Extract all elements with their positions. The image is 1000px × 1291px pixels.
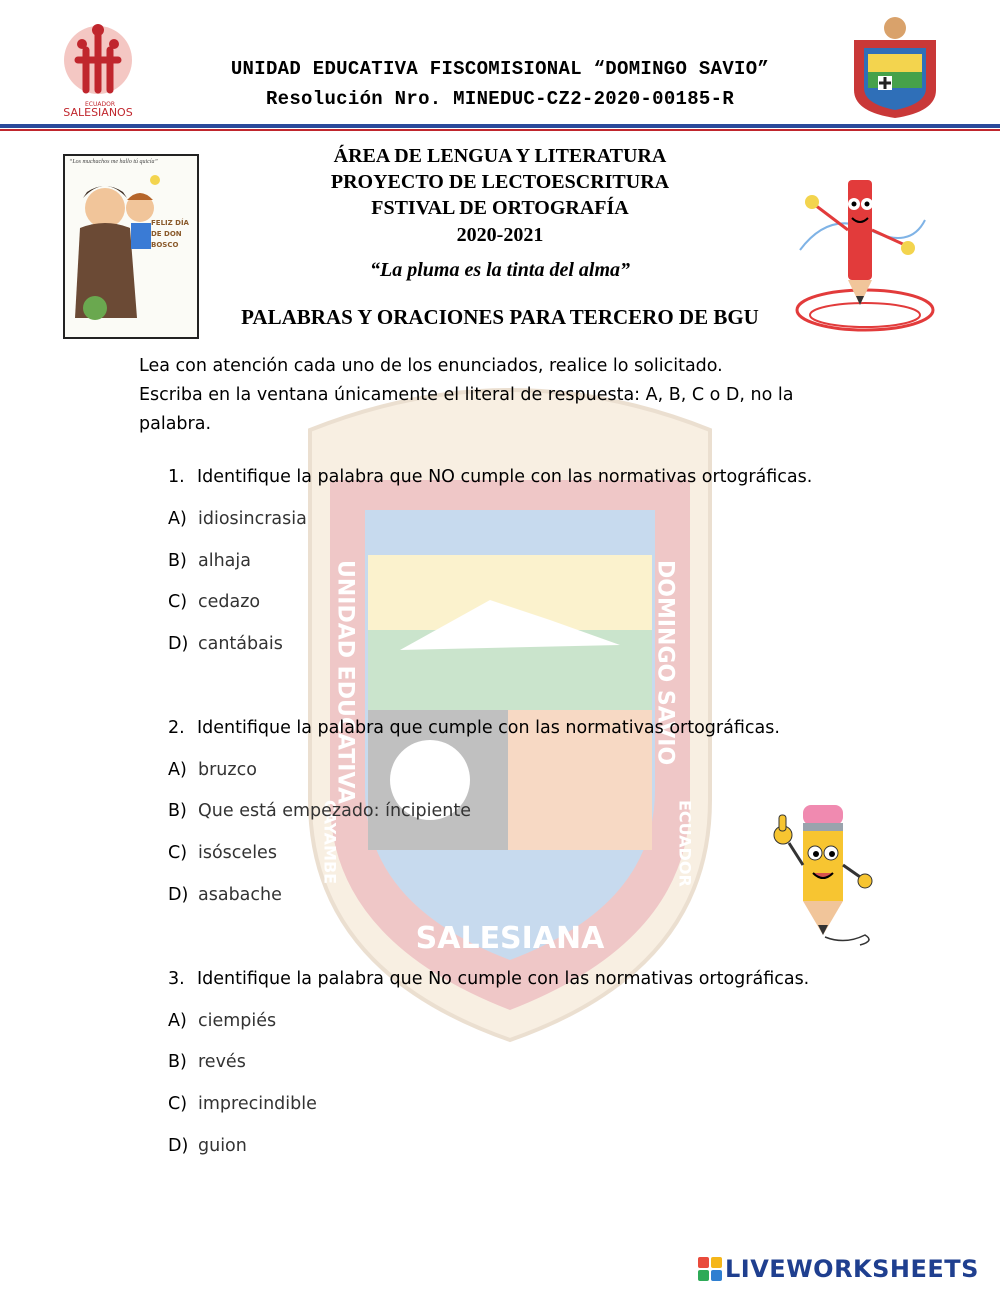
option-text: alhaja [198,551,251,571]
q3-option-c [168,1094,668,1114]
q2-option-c [168,843,668,863]
question-1 [168,467,888,487]
option-letter: C) [168,1094,188,1114]
question-number: 3. [168,969,185,989]
q2-option-b [168,801,668,821]
option-letter: D) [168,1136,189,1156]
liveworksheets-brand: LIVEWORKSHEETS [725,1255,979,1283]
festival-title: FSTIVAL DE ORTOGRAFÍA [371,197,629,219]
dancing-pencil-illustration [790,170,935,335]
option-text: cedazo [198,592,261,612]
option-letter: D) [168,885,189,905]
instructions-line-1: Lea con atención cada uno de los enunciados, realice lo solicitado. [139,356,723,376]
header-rule-red [0,129,1000,131]
instructions-line-2: Escriba en la ventana únicamente el literal de respuesta: A, B, C o D, no la palabra. [139,385,794,434]
salesianos-logo [58,20,138,120]
question-number: 1. [168,467,185,487]
option-text: Que está empezado: íncipiente [198,801,471,821]
watermark-left-lower: CAYAMBE [320,800,340,885]
card-greeting: FELIZ DÍA DE DON BOSCO [151,219,189,249]
option-letter: A) [168,760,187,780]
salesianos-logo-top: ECUADOR [85,101,115,108]
option-text: revés [198,1052,246,1072]
header-rule-blue [0,124,1000,128]
question-text: Identifique la palabra que cumple con las normativas ortográficas. [197,718,780,738]
option-letter: A) [168,509,187,529]
q3-option-d [168,1136,668,1156]
liveworksheets-icon [697,1256,723,1282]
project-title: PROYECTO DE LECTOESCRITURA [330,171,670,193]
watermark-right-lower: ECUADOR [675,800,695,887]
question-3 [168,969,888,989]
question-text: Identifique la palabra que NO cumple con las normativas ortográficas. [197,467,813,487]
q1-option-c [168,592,668,612]
instructions [139,352,839,439]
option-text: ciempiés [198,1011,277,1031]
q1-option-d [168,634,668,654]
q1-option-b [168,551,668,571]
school-crest [850,14,940,120]
question-number: 2. [168,718,185,738]
option-letter: C) [168,592,188,612]
watermark-bottom-text: SALESIANA [415,921,605,956]
salesianos-logo-text: SALESIANOS [63,106,133,119]
area-title: ÁREA DE LENGUA Y LITERATURA [333,145,667,167]
q1-option-a [168,509,668,529]
option-letter: B) [168,801,187,821]
option-text: guion [198,1136,247,1156]
thumbs-up-pencil-illustration [765,795,880,950]
motto: “La pluma es la tinta del alma” [369,259,630,281]
option-text: cantábais [198,634,283,654]
q3-option-b [168,1052,668,1072]
liveworksheets-logo[interactable] [697,1255,979,1283]
grade-title: PALABRAS Y ORACIONES PARA TERCERO DE BGU [241,305,759,329]
don-bosco-illustration [65,168,197,334]
card-caption: “Los muchachos me hallo tú quicía” [69,159,158,165]
watermark-right-text: DOMINGO SAVIO [652,560,678,766]
option-text: asabache [198,885,282,905]
option-letter: D) [168,634,189,654]
option-letter: B) [168,1052,187,1072]
school-year: 2020-2021 [456,224,544,246]
option-text: imprecindible [198,1094,317,1114]
don-bosco-card [63,154,199,339]
option-letter: A) [168,1011,187,1031]
q2-option-a [168,760,668,780]
option-letter: C) [168,843,188,863]
option-text: idiosincrasia [198,509,307,529]
resolution-number: Resolución Nro. MINEDUC-CZ2-2020-00185-R [265,88,735,110]
question-2 [168,718,888,738]
question-text: Identifique la palabra que No cumple con las normativas ortográficas. [197,969,810,989]
option-letter: B) [168,551,187,571]
option-text: bruzco [198,760,257,780]
q2-option-d [168,885,668,905]
option-text: isósceles [198,843,277,863]
watermark-left-text: UNIDAD EDUCATIVA [332,560,358,805]
q3-option-a [168,1011,668,1031]
school-name: UNIDAD EDUCATIVA FISCOMISIONAL “DOMINGO SAVIO” [230,58,770,80]
